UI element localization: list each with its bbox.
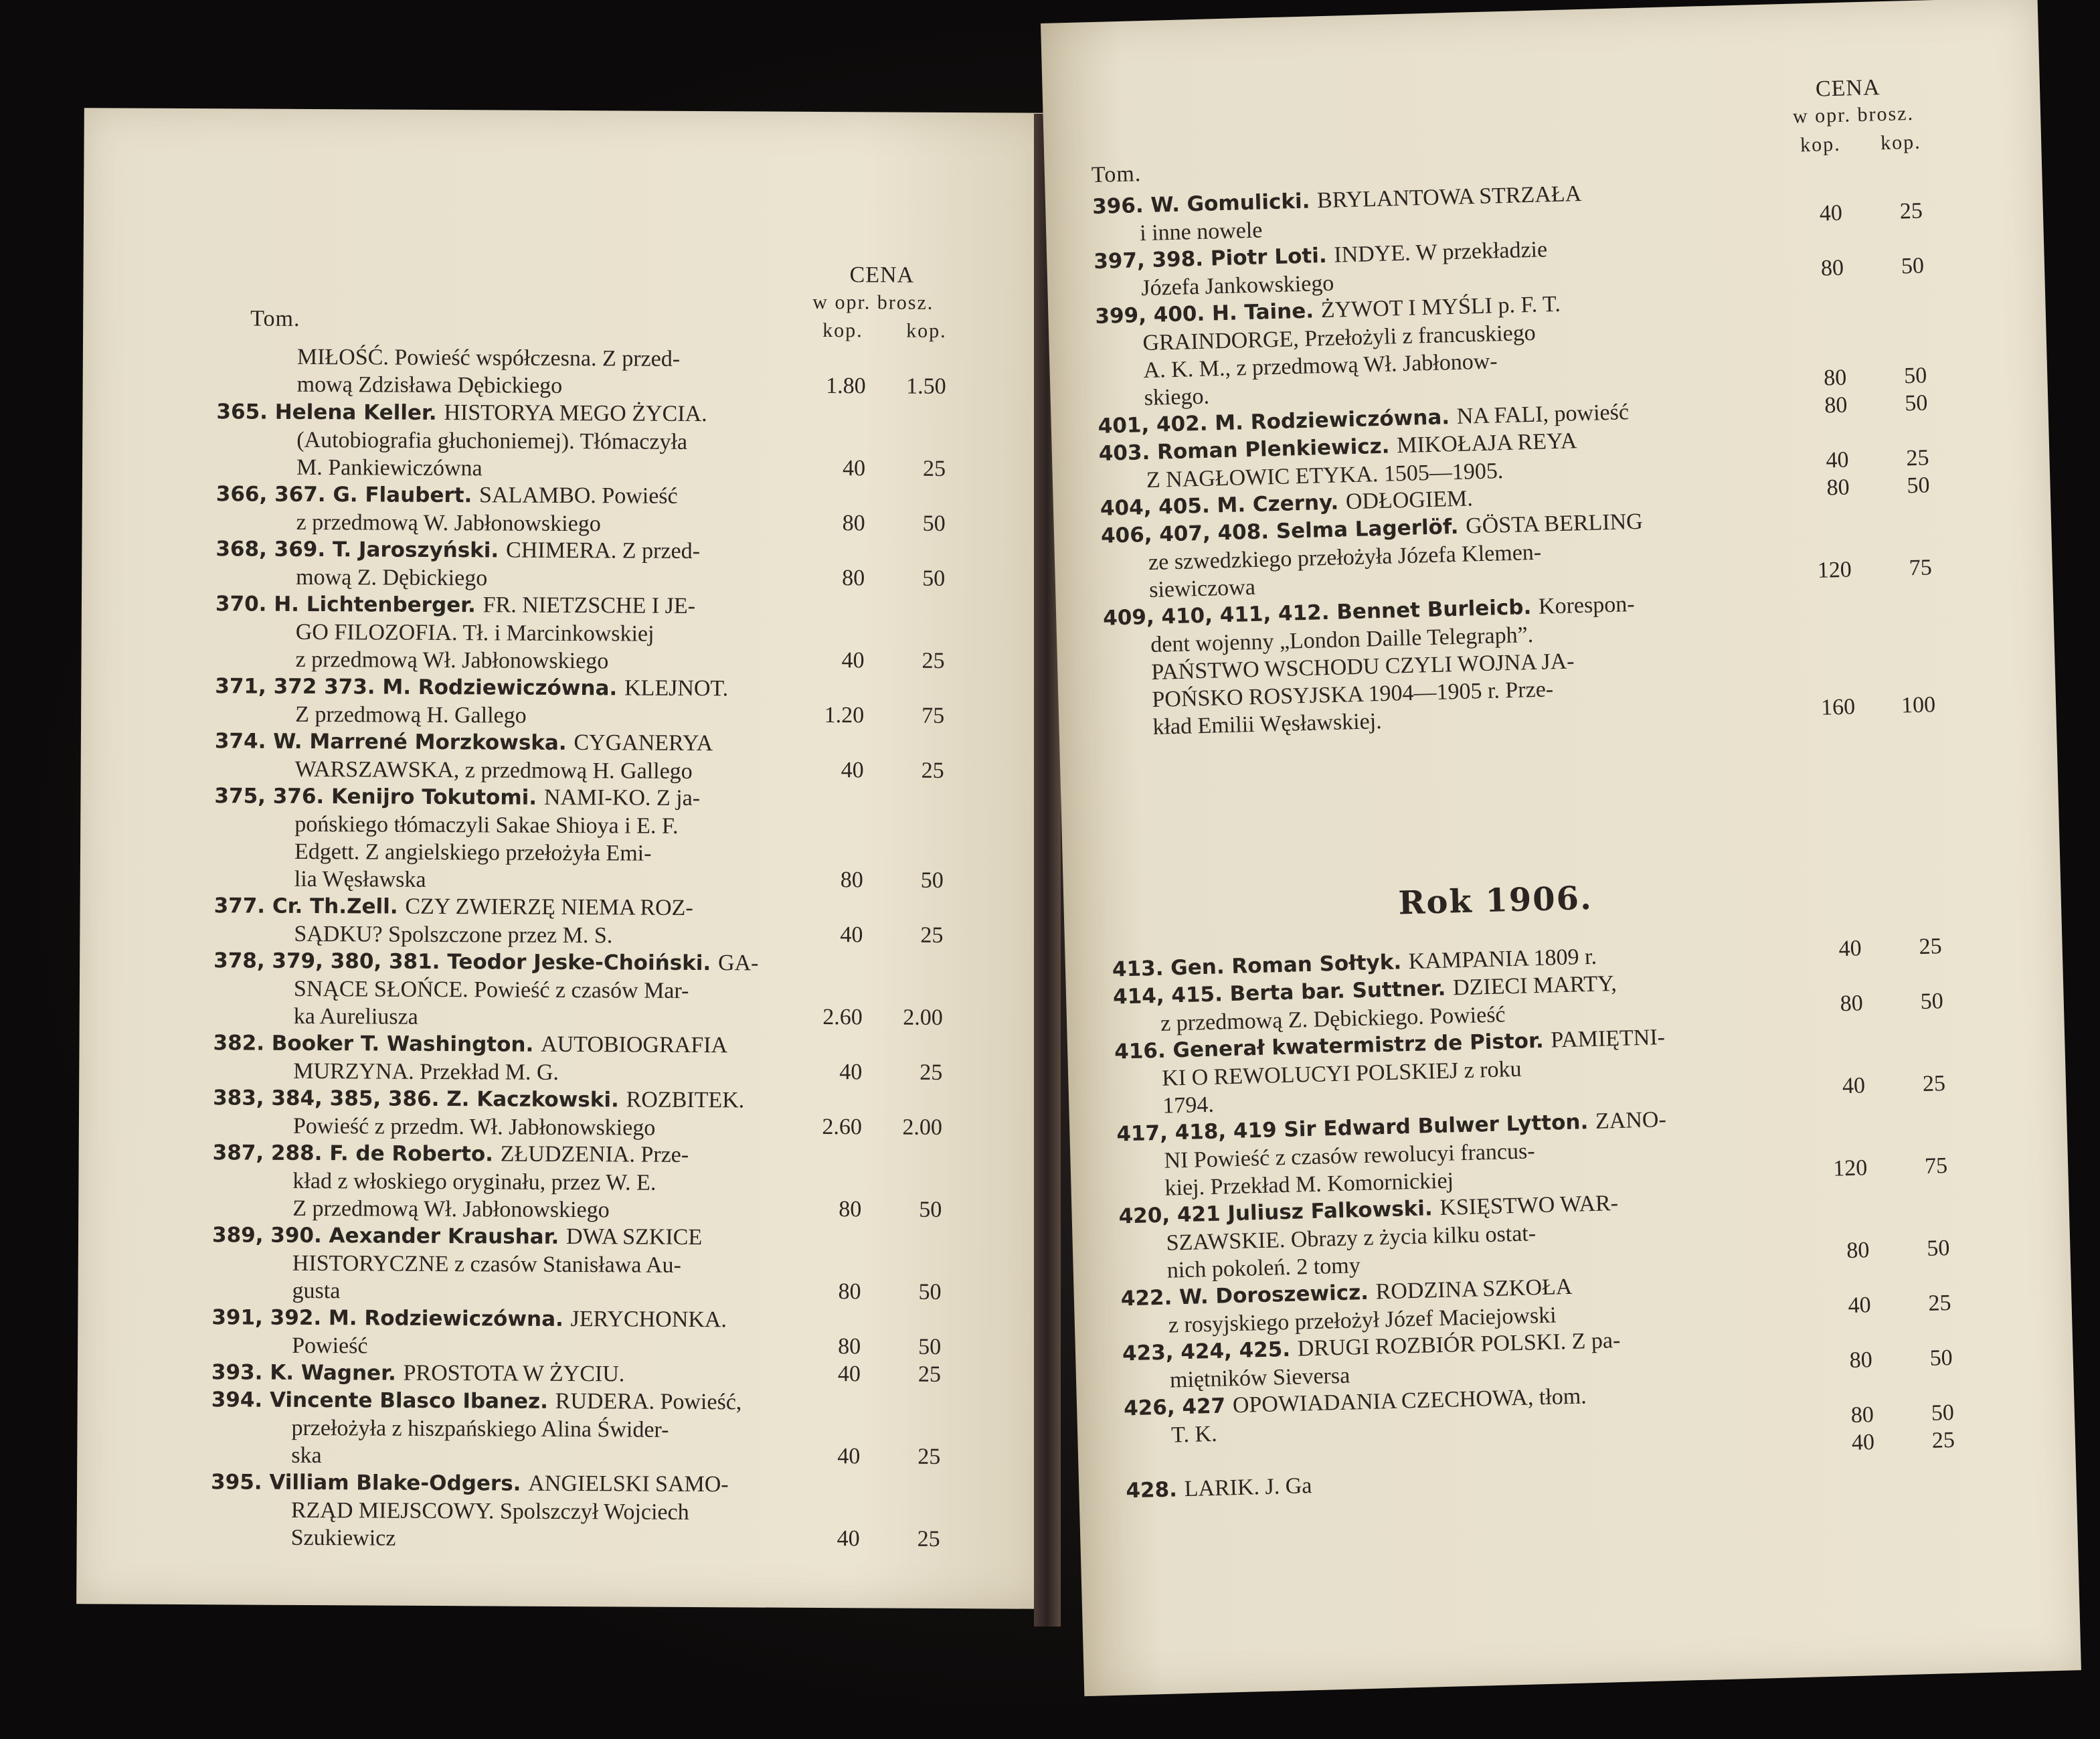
entry-text: CZY ZWIERZĘ NIEMA ROZ-	[405, 894, 693, 920]
catalog-entry	[1114, 1023, 1667, 1121]
entry-text: GRAINDORGE, Przełożyli z francuskiego	[1142, 320, 1537, 356]
price-paper: 100	[1901, 692, 1936, 718]
entry-text: Powieść z przedm. Wł. Jabłonowskiego	[292, 1113, 656, 1141]
entry-text: mową Zdzisława Dębickiego	[296, 371, 563, 398]
price-paper: 1.50	[906, 374, 946, 399]
entry-volume-number: 423, 424, 425.	[1122, 1337, 1298, 1366]
catalog-entry	[215, 672, 728, 730]
catalog-entry	[217, 343, 681, 400]
entry-volume-number: 422.	[1120, 1285, 1180, 1311]
entry-text: GÖSTA BERLING	[1465, 509, 1644, 539]
price-bound: 40	[840, 922, 863, 948]
entry-text: CHIMERA. Z przed-	[505, 537, 701, 564]
catalog-entry	[213, 1029, 727, 1087]
entry-author: G. Flaubert.	[333, 483, 480, 508]
entry-volume-number: 370.	[215, 592, 274, 616]
entry-text: HISTORYA MEGO ŻYCIA.	[444, 400, 707, 427]
entry-text: M. Pankiewiczówna	[296, 454, 483, 481]
entry-author: W. Gomulicki.	[1150, 189, 1318, 218]
entry-volume-number: 393.	[211, 1360, 270, 1385]
left-page	[76, 108, 1058, 1609]
entry-volume-number: 387, 288.	[212, 1141, 330, 1166]
price-bound: 80	[840, 867, 863, 893]
entry-text: MIŁOŚĆ. Powieść współczesna. Z przed-	[296, 344, 681, 371]
entry-text: nich pokoleń. 2 tomy	[1166, 1253, 1361, 1283]
right-page	[1041, 0, 2081, 1696]
price-bound: 80	[1823, 365, 1847, 391]
entry-text: skiego.	[1144, 384, 1210, 411]
entry-text: RODZINA SZKOŁA	[1375, 1274, 1573, 1305]
price-paper: 25	[917, 1526, 940, 1552]
entry-text: POŃSKO ROSYJSKA 1904—1905 r. Prze-	[1152, 677, 1554, 712]
entry-text: Korespon-	[1538, 592, 1635, 619]
price-paper: 25	[1928, 1291, 1951, 1316]
entry-text: ka Aureliusza	[293, 1003, 418, 1029]
entry-text: WARSZAWSKA, z przedmową H. Gallego	[294, 756, 693, 784]
entry-volume-number: 394.	[211, 1388, 270, 1412]
kop-header-right-1: kop.	[1800, 133, 1842, 157]
entry-volume-number: 383, 384, 385, 386.	[213, 1086, 447, 1112]
entry-text: przełożyła z hiszpańskiego Alina Świder-	[291, 1415, 669, 1442]
entry-author: Piotr Loti.	[1210, 243, 1334, 271]
entry-text: ROZBITEK.	[626, 1087, 745, 1113]
catalog-entry	[211, 1386, 741, 1471]
catalog-entry	[1116, 1106, 1668, 1203]
price-paper: 25	[922, 456, 946, 481]
entry-text: ze szwedzkiego przełożyła Józefa Klemen-	[1148, 540, 1542, 576]
price-paper: 25	[1899, 198, 1923, 224]
entry-text: PAMIĘTNI-	[1550, 1025, 1666, 1053]
price-paper: 50	[918, 1279, 942, 1305]
entry-text: (Autobiografia głuchoniemej). Tłómaczyła	[296, 427, 688, 454]
entry-volume-number: 395.	[211, 1470, 270, 1495]
entry-author: M. Rodziewiczówna.	[382, 675, 625, 701]
entry-text: siewiczowa	[1148, 574, 1256, 603]
entry-volume-number: 389, 390.	[211, 1223, 329, 1248]
entry-text: NAMI-KO. Z ja-	[543, 784, 701, 811]
year-heading: Rok 1906.	[1397, 879, 1593, 922]
entry-text: LARIK. J. Ga	[1184, 1473, 1312, 1502]
entry-author: Cr. Th.Zell.	[272, 894, 406, 919]
entry-text: i inne nowele	[1139, 218, 1263, 246]
entry-text: dent wojenny „London Daille Telegraph”.	[1150, 623, 1534, 658]
entry-text: kład z włoskiego oryginału, przez W. E.	[292, 1168, 657, 1195]
price-paper: 50	[1901, 253, 1925, 279]
price-bound: 40	[837, 1526, 860, 1552]
price-paper: 25	[920, 922, 944, 948]
entry-text: lia Węsławska	[294, 866, 426, 892]
price-paper: 25	[917, 1444, 941, 1469]
entry-author: Helena Keller.	[274, 400, 444, 426]
entry-volume-number: 366, 367.	[215, 482, 333, 507]
catalog-entry	[214, 782, 700, 895]
entry-text: ŻYWOT I MYŚLI p. F. T.	[1320, 291, 1561, 323]
price-bound: 40	[837, 1361, 861, 1387]
entry-text: KAMPANIA 1809 r.	[1408, 944, 1597, 975]
price-bound: 80	[838, 1334, 861, 1359]
entry-volume-number: 414, 415.	[1112, 982, 1231, 1009]
price-paper: 50	[1931, 1400, 1955, 1426]
entry-volume-number: 406, 407, 408.	[1100, 519, 1277, 548]
entry-text: OPOWIADANIA CZECHOWA, tłom.	[1232, 1384, 1587, 1418]
entry-author: Vincente Blasco Ibanez.	[269, 1388, 555, 1414]
entry-text: kład Emilii Węsławskiej.	[1152, 709, 1383, 740]
entry-text: GO FILOZOFIA. Tł. i Marcinkowskiej	[295, 619, 654, 647]
entry-text: KLEJNOT.	[624, 675, 729, 701]
entry-text: FR. NIETZSCHE I JE-	[483, 592, 696, 618]
price-bound: 80	[1826, 475, 1850, 501]
entry-text: NI Powieść z czasów rewolucyi francus-	[1164, 1139, 1536, 1173]
entry-text: KSIĘSTWO WAR-	[1439, 1191, 1619, 1220]
entry-author: Berta bar. Suttner.	[1229, 976, 1454, 1007]
entry-volume-number: 417, 418, 419	[1116, 1118, 1284, 1147]
entry-text: Edgett. Z angielskiego przełożyła Emi-	[294, 839, 652, 866]
entry-volume-number: 399, 400.	[1095, 301, 1213, 329]
price-paper: 25	[1905, 445, 1929, 471]
entry-text: ODŁOGIEM.	[1345, 486, 1474, 515]
entry-volume-number: 382.	[213, 1031, 272, 1056]
entry-text: DWA SZKICE	[565, 1224, 703, 1250]
price-paper: 50	[920, 867, 944, 893]
price-bound: 40	[1826, 447, 1849, 473]
entry-author: Roman Plenkiewicz.	[1156, 434, 1397, 465]
entry-author: K. Wagner.	[270, 1360, 404, 1386]
catalog-entry	[1098, 427, 1578, 495]
entry-volume-number: 375, 376.	[214, 784, 332, 809]
price-paper: 25	[1919, 934, 1943, 960]
price-bound: 1.80	[826, 374, 866, 399]
entry-volume-number: 420, 421	[1118, 1202, 1228, 1229]
entry-author: Bennet Burleicb.	[1336, 594, 1539, 625]
price-paper: 2.00	[903, 1005, 943, 1030]
entry-text: HISTORYCZNE z czasów Stanisława Au-	[292, 1250, 681, 1278]
entry-text: RZĄD MIEJSCOWY. Spolszczył Wojciech	[290, 1497, 689, 1525]
entry-author: Generał kwatermistrz de Pistor.	[1172, 1028, 1551, 1063]
price-paper: 25	[917, 1361, 942, 1387]
price-bound: 120	[1817, 557, 1852, 583]
price-paper: 75	[1924, 1153, 1948, 1179]
entry-text: SZAWSKIE. Obrazy z życia kilku ostat-	[1166, 1221, 1537, 1256]
entry-author: W. Marrené Morzkowska.	[273, 729, 574, 756]
entry-text: ZANO-	[1595, 1107, 1667, 1134]
entry-volume-number: 426, 427	[1123, 1394, 1233, 1421]
catalog-entry	[211, 1468, 729, 1554]
entry-text: z przedmową Z. Dębickiego. Powieść	[1160, 1002, 1506, 1036]
catalog-entry	[1124, 1382, 1588, 1450]
price-paper: 25	[1922, 1071, 1946, 1097]
entry-text: mową Z. Dębickiego	[296, 564, 488, 591]
price-paper: 50	[1926, 1236, 1950, 1261]
entry-text: PAŃSTWO WSCHODU CZYLI WOJNA JA-	[1150, 649, 1575, 685]
price-bound: 80	[1850, 1402, 1874, 1428]
kop-header-right-2: kop.	[1880, 131, 1922, 155]
entry-author: Juliusz Falkowski.	[1227, 1196, 1440, 1226]
entry-text: Z NAGŁOWIC ETYKA. 1505—1905.	[1146, 459, 1504, 493]
price-paper: 50	[918, 1334, 942, 1359]
price-bound: 40	[839, 1060, 863, 1085]
entry-text: INDYE. W przekładzie	[1333, 237, 1548, 268]
price-bound: 80	[842, 511, 865, 536]
catalog-entry	[1095, 291, 1563, 413]
price-paper: 50	[922, 566, 946, 591]
price-paper: 50	[1904, 390, 1928, 416]
entry-text: T. K.	[1170, 1421, 1218, 1448]
entry-text: MIKOŁAJA REYA	[1396, 428, 1577, 459]
entry-text: SALAMBO. Powieść	[479, 483, 678, 509]
catalog-entry	[213, 892, 693, 950]
catalog-entry	[215, 727, 713, 785]
entry-author: T. Jaroszyński.	[332, 537, 507, 563]
catalog-entry	[212, 1221, 703, 1307]
kop-header-2: kop.	[906, 319, 947, 342]
price-bound: 80	[1840, 991, 1864, 1017]
entry-text: Z przedmową Wł. Jabłonowskiego	[292, 1195, 610, 1223]
entry-text: gusta	[292, 1278, 341, 1304]
kop-header-1: kop.	[822, 319, 863, 342]
catalog-entry	[212, 1139, 689, 1224]
entry-author: Booker T. Washington.	[271, 1031, 541, 1057]
catalog-entry	[213, 946, 759, 1032]
price-bound: 40	[1848, 1293, 1872, 1319]
entry-text: z rosyjskiego przełożył Józef Maciejowski	[1168, 1303, 1557, 1338]
entry-author: M. Rodziewiczówna.	[328, 1306, 571, 1332]
catalog-entry	[1101, 508, 1645, 605]
entry-text: miętników Sieversa	[1169, 1363, 1350, 1393]
entry-text: AUTOBIOGRAFIA	[541, 1031, 728, 1058]
price-paper: 25	[920, 1060, 943, 1085]
entry-author: Sir Edward Bulwer Lytton.	[1283, 1109, 1596, 1143]
entry-author: H. Lichtenberger.	[274, 592, 483, 618]
entry-volume-number: 396.	[1091, 193, 1151, 220]
price-bound: 80	[1820, 255, 1844, 281]
entry-text: ska	[291, 1442, 322, 1469]
price-paper: 25	[1931, 1427, 1955, 1453]
price-paper: 2.00	[902, 1114, 942, 1140]
catalog-entry	[1103, 590, 1638, 742]
entry-volume-number: 365.	[216, 400, 275, 424]
entry-text: NA FALI, powieść	[1456, 400, 1630, 429]
price-bound: 40	[1819, 200, 1843, 226]
price-header-title-right: CENA	[1815, 75, 1880, 102]
price-bound: 160	[1820, 694, 1856, 720]
price-paper: 75	[1909, 555, 1933, 581]
price-header-sub: w opr. brosz.	[812, 291, 934, 314]
price-bound: 40	[841, 758, 864, 783]
entry-volume-number: 377.	[213, 894, 272, 918]
price-paper: 50	[1920, 989, 1944, 1015]
entry-text: KI O REWOLUCYI POLSKIEJ z roku	[1161, 1056, 1522, 1091]
catalog-entry	[211, 1303, 727, 1361]
entry-text: PROSTOTA W ŻYCIU.	[403, 1360, 625, 1387]
entry-volume-number: 413.	[1112, 956, 1171, 982]
price-bound: 80	[1846, 1238, 1870, 1264]
price-paper: 50	[1903, 363, 1927, 389]
price-header-title: CENA	[849, 262, 915, 288]
entry-volume-number: 397, 398.	[1093, 246, 1211, 274]
entry-volume-number: 416.	[1114, 1038, 1173, 1064]
entry-text: MURZYNA. Przekład M. G.	[293, 1058, 559, 1085]
catalog-entry	[216, 480, 678, 538]
tom-header-right: Tom.	[1091, 161, 1142, 188]
entry-author: F. de Roberto.	[329, 1141, 501, 1167]
price-bound: 80	[1824, 392, 1848, 418]
entry-volume-number: 428.	[1125, 1477, 1185, 1503]
price-bound: 40	[1842, 1073, 1866, 1099]
entry-volume-number: 409, 410, 411, 412.	[1102, 600, 1337, 631]
entry-author: M. Rodziewiczówna.	[1214, 404, 1458, 436]
price-bound: 80	[839, 1197, 862, 1222]
entry-author: M. Czerny.	[1217, 490, 1346, 518]
entry-author: H. Taine.	[1211, 299, 1322, 326]
price-bound: 40	[1851, 1430, 1875, 1455]
price-paper: 25	[921, 758, 944, 783]
price-bound: 80	[1849, 1347, 1873, 1374]
tom-header: Tom.	[250, 306, 300, 331]
entry-volume-number: 403.	[1098, 440, 1158, 466]
entry-author: Aexander Kraushar.	[329, 1224, 567, 1250]
entry-text: SĄDKU? Spolszczone przez M. S.	[294, 921, 613, 948]
price-paper: 50	[919, 1197, 942, 1222]
entry-author: Gen. Roman Sołtyk.	[1170, 950, 1409, 981]
price-bound: 40	[842, 456, 866, 481]
catalog-entry	[1126, 1472, 1312, 1505]
entry-text: Szukiewicz	[290, 1525, 396, 1551]
catalog-entry	[215, 535, 700, 593]
entry-author: Teodor Jeske-Choiński.	[447, 950, 719, 976]
catalog-entry	[215, 590, 695, 675]
entry-text: z przedmową W. Jabłonowskiego	[296, 509, 601, 537]
entry-author: Selma Lagerlöf.	[1276, 514, 1466, 544]
entry-volume-number: 368, 369.	[215, 537, 333, 562]
price-bound: 120	[1832, 1155, 1868, 1181]
entry-text: JERYCHONKA.	[570, 1307, 727, 1333]
entry-author: Kenijro Tokutomi.	[331, 784, 544, 810]
entry-author: Villiam Blake-Odgers.	[269, 1470, 529, 1496]
entry-text: DZIECI MARTY,	[1452, 971, 1617, 1001]
price-bound: 40	[1838, 936, 1862, 962]
price-bound: 2.60	[822, 1005, 863, 1030]
entry-author: W. Doroszewicz.	[1178, 1280, 1377, 1310]
entry-volume-number: 374.	[214, 729, 274, 754]
entry-text: Z przedmową H. Gallego	[295, 701, 527, 728]
catalog-entry	[216, 398, 707, 483]
entry-text: Józefa Jankowskiego	[1140, 270, 1334, 301]
price-paper: 50	[1907, 473, 1931, 499]
catalog-entry	[211, 1358, 625, 1388]
entry-volume-number: 401, 402.	[1098, 411, 1215, 438]
entry-text: CYGANERYA	[574, 730, 713, 756]
catalog-entry	[213, 1084, 745, 1142]
price-bound: 2.60	[822, 1114, 863, 1140]
entry-text: ANGIELSKI SAMO-	[528, 1471, 729, 1497]
price-bound: 40	[837, 1444, 861, 1469]
entry-volume-number: 371, 372 373.	[215, 674, 383, 699]
price-bound: 80	[838, 1279, 861, 1305]
entry-text: DRUGI ROZBIÓR POLSKI. Z pa-	[1297, 1328, 1621, 1361]
price-bound: 80	[842, 566, 865, 591]
price-bound: 40	[841, 648, 865, 673]
entry-text: A. K. M., z przedmową Wł. Jabłonow-	[1143, 349, 1498, 384]
entry-text: GA-	[717, 950, 759, 976]
entry-text: kiej. Przekład M. Komornickiej	[1164, 1168, 1454, 1201]
entry-text: BRYLANTOWA STRZAŁA	[1316, 181, 1582, 214]
entry-text: RUDERA. Powieść,	[555, 1388, 742, 1415]
entry-text: pońskiego tłómaczyli Sakae Shioya i E. F.	[294, 811, 679, 839]
entry-text: Powieść	[292, 1333, 368, 1359]
entry-volume-number: 404, 405.	[1100, 493, 1217, 521]
entry-text: 1794.	[1162, 1092, 1215, 1119]
entry-text: ZŁUDZENIA. Prze-	[500, 1141, 689, 1167]
price-bound: 1.20	[824, 703, 865, 728]
price-paper: 25	[922, 648, 945, 673]
price-header-sub-right: w opr. brosz.	[1792, 102, 1915, 128]
catalog-entry	[1118, 1189, 1620, 1285]
entry-volume-number: 391, 392.	[211, 1305, 329, 1331]
price-paper: 50	[922, 511, 946, 536]
price-paper: 50	[1929, 1345, 1953, 1371]
entry-text: z przedmową Wł. Jabłonowskiego	[295, 647, 609, 674]
entry-volume-number: 378, 379, 380, 381.	[213, 948, 448, 975]
entry-text: SNĄCE SŁOŃCE. Powieść z czasów Mar-	[293, 976, 689, 1003]
entry-author: Z. Kaczkowski.	[446, 1087, 626, 1112]
price-paper: 75	[922, 703, 945, 728]
